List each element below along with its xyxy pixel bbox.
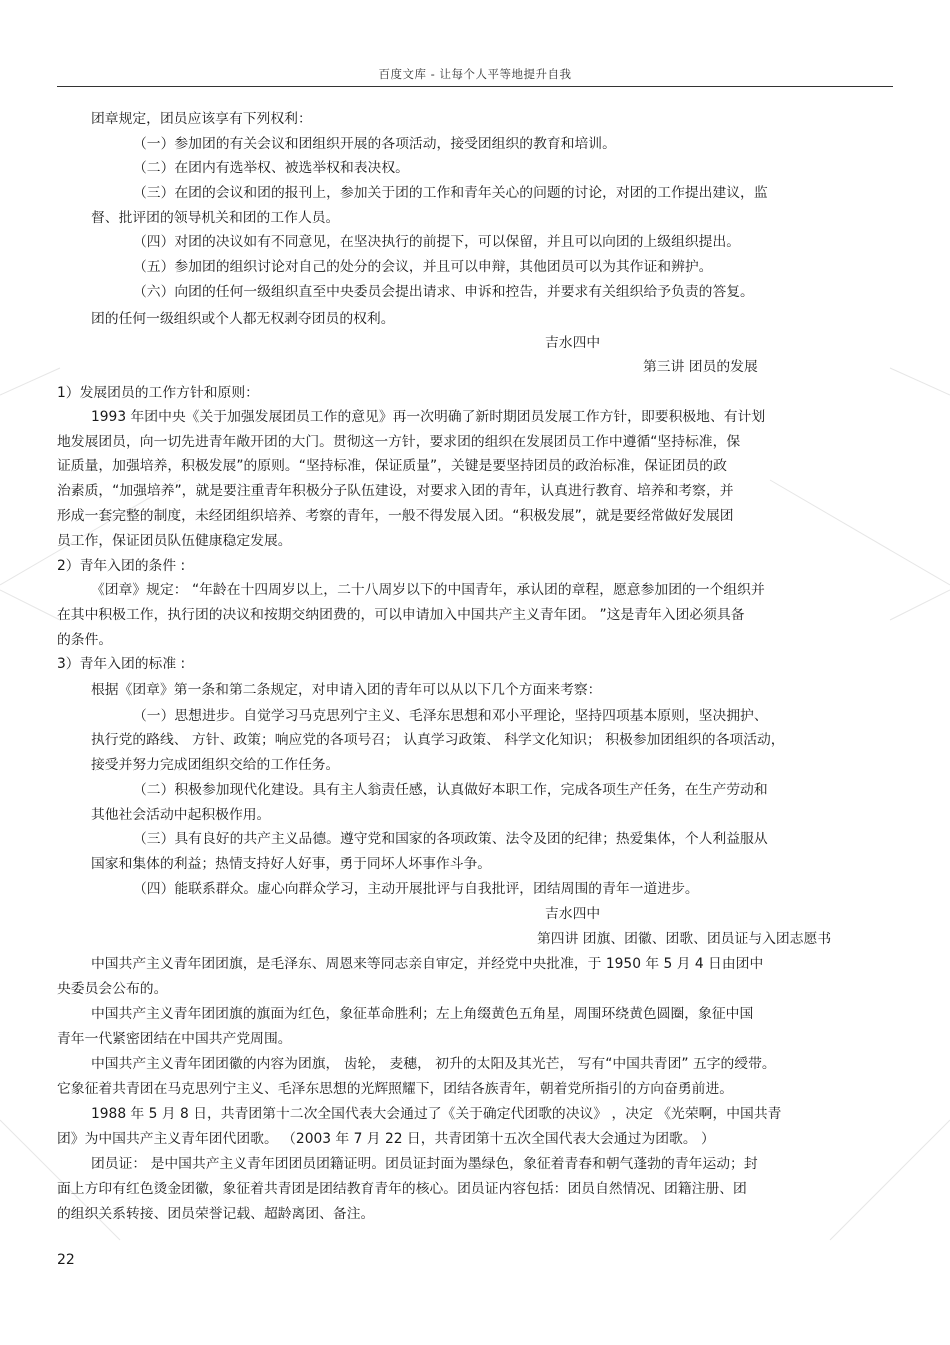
text-line: 1993 年团中央《关于加强发展团员工作的意见》再一次明确了新时期团员发展工作方针，即要积极地、有计划 [91,409,766,425]
text-line: （六）向团的任何一级组织直至中央委员会提出请求、申诉和控告，并要求有关组织给予负责的答复。 [133,284,754,300]
text-line: 团》为中国共产主义青年团代团歌。 （2003 年 7 月 22 日，共青团第十五次全国代表大会通过为团歌。 ） [57,1131,715,1147]
text-line: 员工作，保证团员队伍健康稳定发展。 [57,533,292,549]
text-line: 1988 年 5 月 8 日，共青团第十二次全国代表大会通过了《关于确定代团歌的决议》 ，决定 《光荣啊，中国共青 [91,1106,782,1122]
text-line: 面上方印有红色烫金团徽，象征着共青团是团结教育青年的核心。团员证内容包括：团员自然情况、团籍注册、团 [57,1181,747,1197]
subsection-heading: 3）青年入团的标准 : [57,656,186,672]
text-line: 其他社会活动中起积极作用。 [91,807,271,823]
text-line: （三）具有良好的共产主义品德。遵守党和国家的各项政策、法令及团的纪律；热爱集体，个人利益服从 [133,831,768,847]
text-line: 国家和集体的利益；热情支持好人好事，勇于同坏人坏事作斗争。 [91,856,492,872]
text-line: 根据《团章》第一条和第二条规定，对申请入团的青年可以从以下几个方面来考察： [91,682,602,698]
subsection-heading: 1）发展团员的工作方针和原则： [57,385,259,401]
section-title: 第三讲 团员的发展 [643,359,758,375]
text-line: （四）对团的决议如有不同意见，在坚决执行的前提下，可以保留，并且可以向团的上级组织提出。 [133,234,741,250]
subsection-heading: 2）青年入团的条件 : [57,558,186,574]
text-line: 青年一代紧密团结在中国共产党周围。 [57,1031,292,1047]
text-line: （五）参加团的组织讨论对自己的处分的会议，并且可以申辩，其他团员可以为其作证和辨护。 [133,259,713,275]
school-name: 吉水四中 [545,906,601,922]
text-line: 团章规定，团员应该享有下列权利： [91,111,312,127]
school-name: 吉水四中 [545,335,601,351]
text-line: （四）能联系群众。虚心向群众学习，主动开展批评与自我批评，团结周围的青年一道进步。 [133,881,699,897]
text-line: 形成一套完整的制度，未经团组织培养、考察的青年，一般不得发展入团。“积极发展”，就是要经常做好发展团 [57,508,734,524]
text-line: 它象征着共青团在马克思列宁主义、毛泽东思想的光辉照耀下，团结各族青年，朝着党所指引的方向奋勇前进。 [57,1081,734,1097]
text-line: 治素质，“加强培养”，就是要注重青年积极分子队伍建设，对要求入团的青年，认真进行教育、培养和考察，并 [57,483,734,499]
text-line: 中国共产主义青年团团旗的旗面为红色，象征革命胜利；左上角缀黄色五角星，周围环绕黄色圆圈，象征中国 [91,1006,754,1022]
text-line: （一）思想进步。自觉学习马克思列宁主义、毛泽东思想和邓小平理论，坚持四项基本原则，坚决拥护、 [133,708,768,724]
text-line: 在其中积极工作，执行团的决议和按期交纳团费的，可以申请加入中国共产主义青年团。 ”这是青年入团必须具备 [57,607,745,623]
text-line: 团员证： 是中国共产主义青年团团员团籍证明。团员证封面为墨绿色，象征着青春和朝气蓬勃的青年运动；封 [91,1156,758,1172]
text-line: 的条件。 [57,632,113,648]
text-line: （一）参加团的有关会议和团组织开展的各项活动，接受团组织的教育和培训。 [133,136,616,152]
text-line: 接受并努力完成团组织交给的工作任务。 [91,757,340,773]
text-line: 《团章》规定： “年龄在十四周岁以上，二十八周岁以下的中国青年，承认团的章程，愿意参加团的一个组织并 [91,582,765,598]
text-line: （三）在团的会议和团的报刊上，参加关于团的工作和青年关心的问题的讨论，对团的工作提出建议，监 [133,185,768,201]
text-line: 中国共产主义青年团团旗，是毛泽东、周恩来等同志亲自审定，并经党中央批准，于 1950 年 5 月 4 日由团中 [91,956,764,972]
text-line: 证质量，加强培养，积极发展”的原则。“坚持标准，保证质量”，关键是要坚持团员的政治标准，保证团员的政 [57,458,727,474]
text-line: 团的任何一级组织或个人都无权剥夺团员的权利。 [91,311,395,327]
text-line: 地发展团员，向一切先进青年敞开团的大门。贯彻这一方针，要求团的组织在发展团员工作中遵循“坚持标准，保 [57,434,741,450]
page-header: 百度文库 - 让每个人平等地提升自我 [57,66,893,87]
section-title: 第四讲 团旗、团徽、团歌、团员证与入团志愿书 [537,931,832,947]
text-line: 央委员会公布的。 [57,981,168,997]
text-line: 执行党的路线、 方针、政策；响应党的各项号召； 认真学习政策、 科学文化知识； 积极参加团组织的各项活动， [91,732,785,748]
text-line: （二）在团内有选举权、被选举权和表决权。 [133,160,409,176]
page-number: 22 [57,1252,75,1268]
text-line: 中国共产主义青年团团徽的内容为团旗， 齿轮， 麦穗， 初升的太阳及其光芒， 写有“中国共青团” 五字的绶带。 [91,1056,776,1072]
text-line: （二）积极参加现代化建设。具有主人翁责任感，认真做好本职工作，完成各项生产任务，在生产劳动和 [133,782,768,798]
text-line: 的组织关系转接、团员荣誉记载、超龄离团、备注。 [57,1206,375,1222]
text-line: 督、批评团的领导机关和团的工作人员。 [91,210,340,226]
